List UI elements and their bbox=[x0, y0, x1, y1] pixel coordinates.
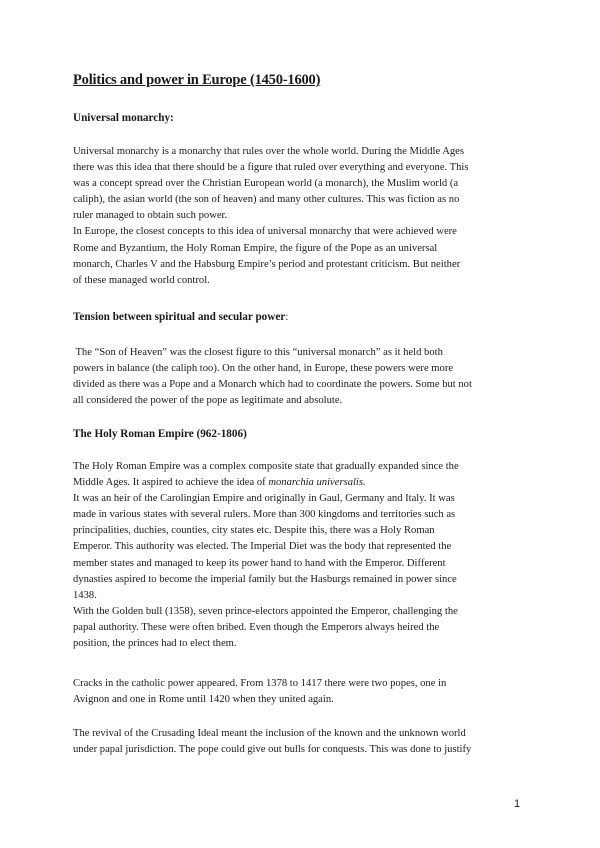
text-line: position, the princes had to elect them. bbox=[73, 638, 237, 650]
paragraph-hre-cracks bbox=[73, 676, 543, 708]
heading-holy-roman-empire: The Holy Roman Empire (962-1806) bbox=[73, 428, 247, 440]
text-line: made in various states with several rulers. More than 300 kingdoms and territories such as bbox=[73, 509, 456, 521]
text-line: monarch, Charles V and the Habsburg Empire’s period and protestant criticism. But neither bbox=[73, 258, 461, 270]
text-line: there was this idea that there should be a figure that ruled over everything and everyone. This bbox=[73, 162, 469, 174]
text-fragment: Middle Ages. It aspired to achieve the idea of bbox=[73, 477, 269, 489]
text-line: all considered the power of the pope as legitimate and absolute. bbox=[73, 395, 343, 407]
page-number: 1 bbox=[514, 798, 521, 810]
text-line: divided as there was a Pope and a Monarch which had to coordinate the powers. Some but not bbox=[73, 379, 472, 391]
italic-term: monarchia universalis. bbox=[268, 477, 366, 489]
page-title: Politics and power in Europe (1450-1600) bbox=[73, 72, 321, 88]
paragraph-hre-crusading bbox=[73, 726, 543, 758]
paragraph-universal-monarchy-1 bbox=[73, 144, 543, 289]
text-line: The Holy Roman Empire was a complex composite state that gradually expanded since the bbox=[73, 461, 459, 472]
text-line: dynasties aspired to become the imperial family but the Hasburgs remained in power since bbox=[73, 573, 457, 585]
text-line: Universal monarchy is a monarchy that rules over the whole world. During the Middle Ages bbox=[73, 146, 464, 157]
text-line: under papal jurisdiction. The pope could give out bulls for conquests. This was done to justify bbox=[73, 744, 472, 756]
text-line: ruler managed to obtain such power. bbox=[73, 210, 228, 222]
text-line: papal authority. These were often bribed. Even though the Emperors always heired the bbox=[73, 621, 440, 633]
paragraph-tension bbox=[73, 345, 543, 409]
heading-tension-colon: : bbox=[285, 311, 289, 323]
text-line: The revival of the Crusading Ideal meant the inclusion of the known and the unknown world bbox=[73, 728, 466, 739]
text-line: Emperor. This authority was elected. The Imperial Diet was the body that represented the bbox=[73, 541, 452, 553]
text-line: With the Golden bull (1358), seven prince-electors appointed the Emperor, challenging the bbox=[73, 605, 458, 617]
heading-tension-text: Tension between spiritual and secular power bbox=[73, 311, 286, 323]
text-line: The “Son of Heaven” was the closest figure to this “universal monarch” as it held both bbox=[73, 347, 443, 358]
text-line: principalities, duchies, counties, city states etc. Despite this, there was a Holy Roman bbox=[73, 525, 435, 537]
text-line: Cracks in the catholic power appeared. From 1378 to 1417 there were two popes, one in bbox=[73, 678, 447, 689]
text-line: Rome and Byzantium, the Holy Roman Empire, the figure of the Pope as an universal bbox=[73, 242, 438, 254]
text-line: powers in balance (the caliph too). On the other hand, in Europe, these powers were more bbox=[73, 363, 454, 375]
heading-universal-monarchy: Universal monarchy: bbox=[73, 112, 174, 124]
text-line: was a concept spread over the Christian European world (a monarch), the Muslim world (a bbox=[73, 178, 459, 190]
text-line: caliph), the asian world (the son of heaven) and many other cultures. This was fiction as no bbox=[73, 194, 460, 206]
heading-tension bbox=[73, 311, 288, 323]
text-line: In Europe, the closest concepts to this idea of universal monarchy that were achieved were bbox=[73, 226, 457, 238]
text-line bbox=[73, 475, 543, 491]
text-line: 1438. bbox=[73, 589, 97, 601]
paragraph-hre-1 bbox=[73, 459, 543, 652]
text-line: member states and managed to keep its power hand to hand with the Emperor. Different bbox=[73, 557, 446, 569]
text-line: of these managed world control. bbox=[73, 274, 210, 286]
text-line: Avignon and one in Rome until 1420 when they united again. bbox=[73, 694, 334, 706]
text-line: It was an heir of the Carolingian Empire and originally in Gaul, Germany and Italy. It was bbox=[73, 493, 455, 505]
